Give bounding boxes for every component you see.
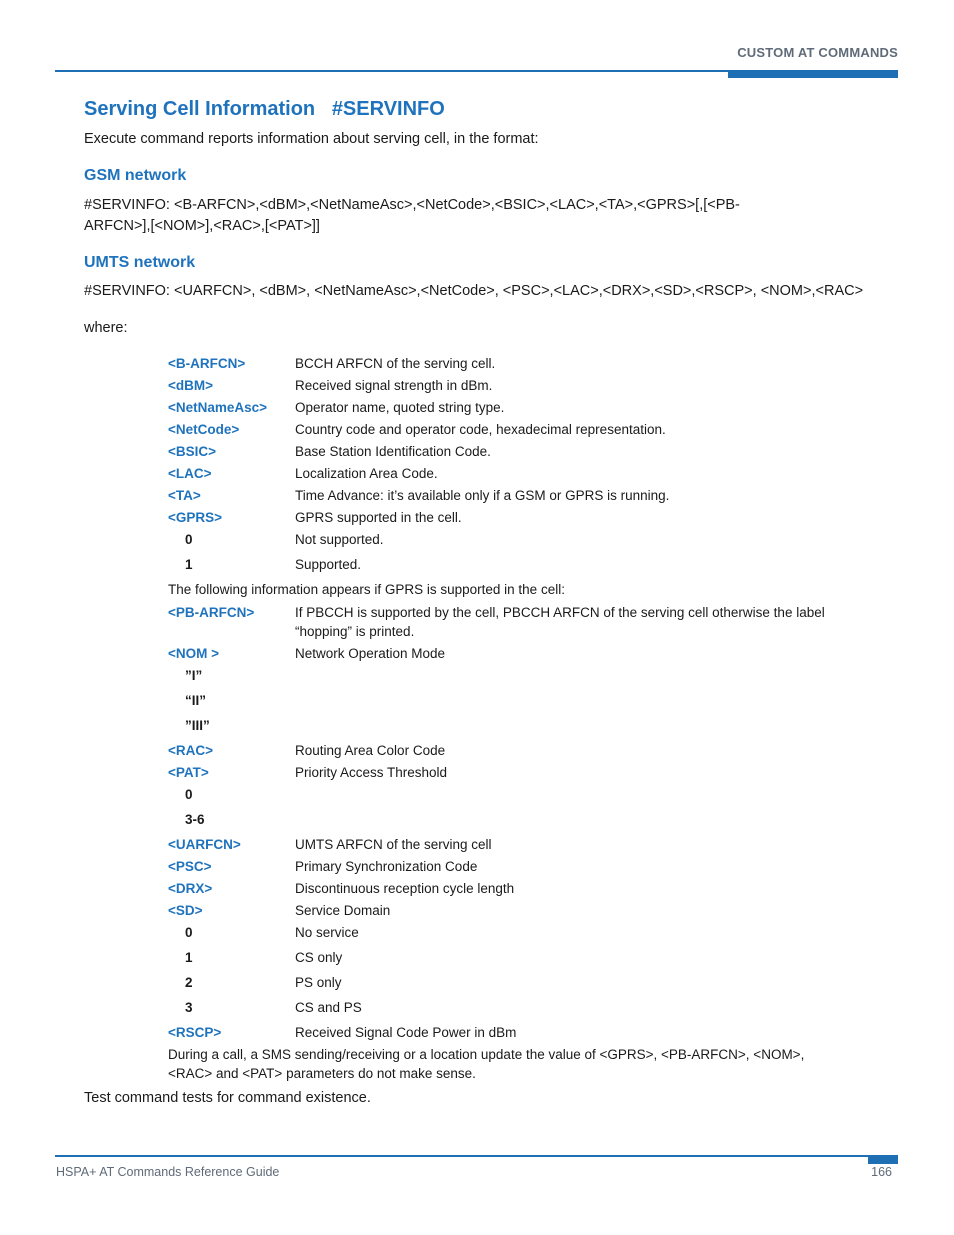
- param-value-row: [168, 785, 828, 804]
- param-value-row: [168, 923, 828, 942]
- page-number: 166: [871, 1165, 892, 1179]
- intro-text: Execute command reports information about serving cell, in the format:: [84, 131, 539, 147]
- param-row: [168, 398, 828, 417]
- param-row: [168, 376, 828, 395]
- param-value-row: [168, 555, 828, 574]
- param-value-row: [168, 948, 828, 967]
- umts-format-line: #SERVINFO: <UARFCN>, <dBM>, <NetNameAsc>,<NetCode>, <PSC>,<LAC>,<DRX>,<SD>,<RSCP>, <NOM>,<RAC>: [84, 283, 864, 299]
- param-description: Localization Area Code.: [295, 466, 438, 481]
- param-row: [168, 442, 828, 461]
- param-name: <B-ARFCN>: [168, 356, 246, 371]
- param-row: [168, 486, 828, 505]
- param-row: [168, 644, 828, 663]
- param-description: CS and PS: [295, 1000, 362, 1015]
- param-name: <BSIC>: [168, 444, 217, 459]
- param-description: BCCH ARFCN of the serving cell.: [295, 356, 496, 371]
- param-value-row: [168, 530, 828, 549]
- section-label: CUSTOM AT COMMANDS: [737, 45, 898, 60]
- param-row: [168, 603, 828, 641]
- param-name: <LAC>: [168, 466, 212, 481]
- param-description: [295, 716, 828, 735]
- param-description: [295, 666, 828, 685]
- test-command-text: Test command tests for command existence.: [84, 1090, 371, 1106]
- parameter-list: [168, 354, 828, 1086]
- param-description: Not supported.: [295, 532, 384, 547]
- param-value: 2: [185, 975, 193, 990]
- param-name: <NetCode>: [168, 422, 240, 437]
- param-description: [295, 691, 828, 710]
- param-value: ”I”: [185, 668, 203, 683]
- param-description: PS only: [295, 975, 342, 990]
- param-value: “II”: [185, 693, 207, 708]
- param-name: <DRX>: [168, 881, 213, 896]
- param-description: Operator name, quoted string type.: [295, 400, 505, 415]
- param-row: [168, 464, 828, 483]
- param-description: No service: [295, 925, 359, 940]
- param-name: <RSCP>: [168, 1025, 222, 1040]
- param-name: <PAT>: [168, 765, 209, 780]
- param-description: Routing Area Color Code: [295, 743, 446, 758]
- param-value-row: [168, 998, 828, 1017]
- param-description: Priority Access Threshold: [295, 765, 448, 780]
- param-row: [168, 763, 828, 782]
- param-note: During a call, a SMS sending/receiving or a location update the value of <GPRS>, <PB-ARFCN>, <NOM>, <RAC> and <PAT> parameters do not make sense.: [168, 1047, 805, 1081]
- param-description: If PBCCH is supported by the cell, PBCCH ARFCN of the serving cell otherwise the label “hopping” is printed.: [295, 605, 825, 639]
- param-name: <PSC>: [168, 859, 212, 874]
- param-row: [168, 420, 828, 439]
- param-value-row: [168, 716, 828, 735]
- param-description: Received Signal Code Power in dBm: [295, 1025, 517, 1040]
- param-description: Discontinuous reception cycle length: [295, 881, 515, 896]
- param-name: <NOM >: [168, 646, 220, 661]
- param-row: [168, 741, 828, 760]
- param-description: CS only: [295, 950, 343, 965]
- param-value: 0: [185, 925, 193, 940]
- param-value: ”III”: [185, 718, 210, 733]
- param-value: 0: [185, 787, 193, 802]
- param-name: <SD>: [168, 903, 203, 918]
- param-description: Primary Synchronization Code: [295, 859, 478, 874]
- param-value-row: [168, 973, 828, 992]
- param-description: Network Operation Mode: [295, 646, 446, 661]
- param-row: [168, 857, 828, 876]
- param-row: [168, 508, 828, 527]
- param-description: Country code and operator code, hexadecimal representation.: [295, 422, 666, 437]
- param-name: <RAC>: [168, 743, 214, 758]
- top-rule-tab: [728, 70, 898, 78]
- gsm-format-line1: #SERVINFO: <B-ARFCN>,<dBM>,<NetNameAsc>,<NetCode>,<BSIC>,<LAC>,<TA>,<GPRS>[,[<PB-: [84, 197, 740, 213]
- param-value: 3: [185, 1000, 193, 1015]
- param-row: [168, 835, 828, 854]
- bottom-rule: [55, 1155, 898, 1157]
- param-description: GPRS supported in the cell.: [295, 510, 462, 525]
- bottom-rule-tab: [868, 1155, 898, 1164]
- footer-title: HSPA+ AT Commands Reference Guide: [56, 1165, 280, 1179]
- param-description: [295, 785, 828, 804]
- param-value-row: [168, 666, 828, 685]
- param-value: 3-6: [185, 812, 205, 827]
- param-description: Received signal strength in dBm.: [295, 378, 493, 393]
- param-name: <UARFCN>: [168, 837, 241, 852]
- param-value: 1: [185, 950, 193, 965]
- param-note: The following information appears if GPRS is supported in the cell:: [168, 582, 565, 597]
- param-name: <PB-ARFCN>: [168, 605, 255, 620]
- param-row: [168, 1023, 828, 1042]
- param-row: [168, 354, 828, 373]
- gsm-format-line2: ARFCN>],[<NOM>],<RAC>,[<PAT>]]: [84, 218, 320, 234]
- param-description: UMTS ARFCN of the serving cell: [295, 837, 492, 852]
- param-description: Supported.: [295, 557, 362, 572]
- param-value-row: [168, 810, 828, 829]
- param-value-row: [168, 691, 828, 710]
- where-label: where:: [84, 320, 128, 336]
- param-description: Time Advance: it’s available only if a GSM or GPRS is running.: [295, 488, 670, 503]
- param-name: <TA>: [168, 488, 201, 503]
- page-title: Serving Cell Information #SERVINFO: [84, 98, 445, 120]
- gsm-heading: GSM network: [84, 167, 187, 184]
- umts-heading: UMTS network: [84, 254, 196, 271]
- param-value: 0: [185, 532, 193, 547]
- param-row: [168, 879, 828, 898]
- param-name: <dBM>: [168, 378, 214, 393]
- param-description: [295, 810, 828, 829]
- param-value: 1: [185, 557, 193, 572]
- param-row: [168, 901, 828, 920]
- param-description: Service Domain: [295, 903, 391, 918]
- param-name: <NetNameAsc>: [168, 400, 268, 415]
- param-description: Base Station Identification Code.: [295, 444, 491, 459]
- param-name: <GPRS>: [168, 510, 223, 525]
